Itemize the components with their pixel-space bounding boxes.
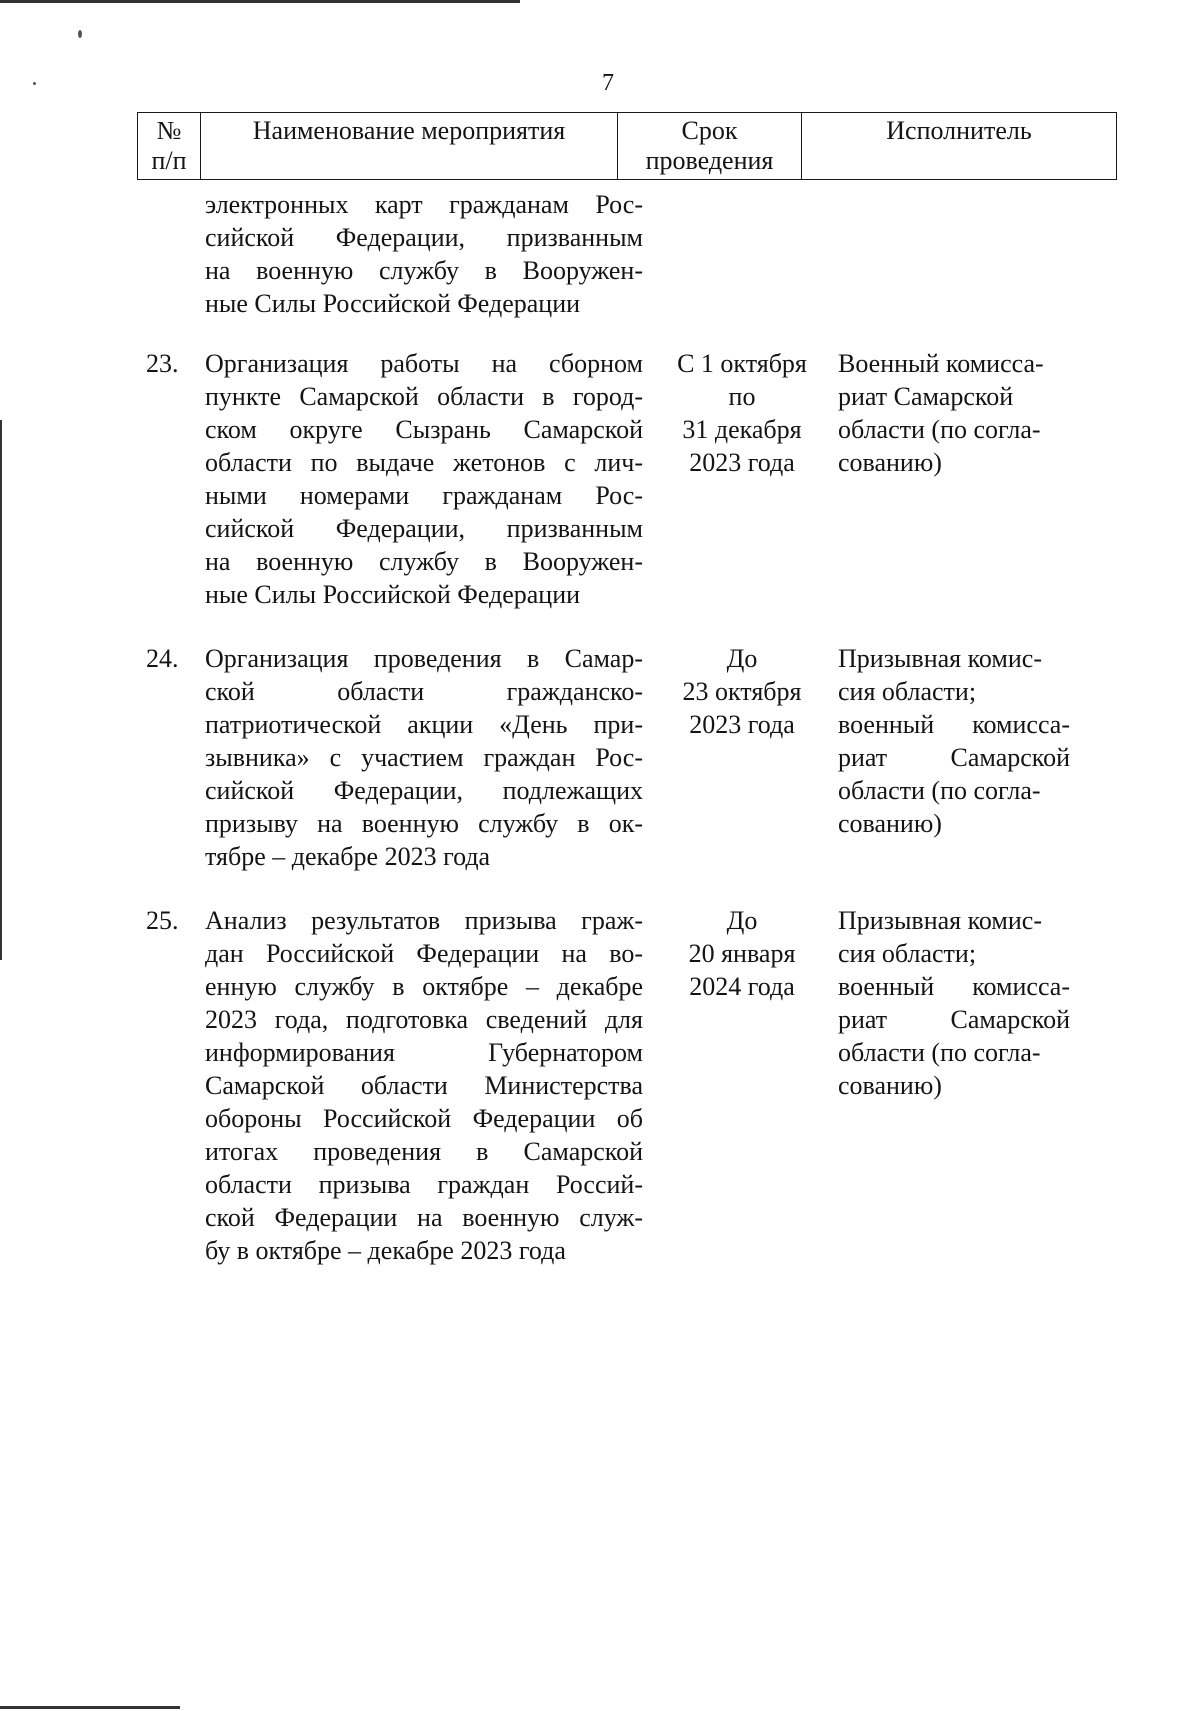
text-line: ными номерами гражданам Рос- [205, 481, 643, 510]
scan-speck [78, 30, 82, 38]
text-line: области по выдаче жетонов с лич- [205, 448, 643, 477]
text-line: сийской Федерации, призванным [205, 223, 643, 252]
row-number: 25. [146, 906, 179, 935]
date-line: по [728, 382, 756, 411]
executor-line: Призывная комис- [838, 906, 1043, 935]
text-line: енную службу в октябре – декабре [205, 972, 643, 1001]
executor-line: сованию) [838, 809, 942, 838]
text-line: Организация работы на сборном [205, 349, 643, 378]
scan-left-edge [0, 420, 2, 960]
executor-line: риат Самарской [838, 743, 1070, 772]
text-line: обороны Российской Федерации об [205, 1104, 643, 1133]
scan-top-edge [0, 0, 520, 3]
text-line: ском округе Сызрань Самарской [205, 415, 643, 444]
text-line: призыву на военную службу в ок- [205, 809, 643, 838]
date-line: До [726, 906, 758, 935]
header-date [618, 113, 802, 180]
row-event-name [205, 642, 643, 873]
date-line: До [726, 644, 758, 673]
text-line: на военную службу в Вооружен- [205, 547, 643, 576]
row-executor [838, 904, 1070, 1102]
executor-line: сованию) [838, 1071, 942, 1100]
row-event-name [205, 347, 643, 611]
date-line: 20 января [688, 939, 796, 968]
text-line: пункте Самарской области в город- [205, 382, 643, 411]
scan-bottom-edge [0, 1706, 180, 1709]
text-line: бу в октябре – декабре 2023 года [205, 1236, 566, 1265]
text-line: сийской Федерации, призванным [205, 514, 643, 543]
text-line: патриотической акции «День при- [205, 710, 643, 739]
text-line: ской области гражданско- [205, 677, 643, 706]
text-line: Самарской области Министерства [205, 1071, 643, 1100]
header-executor: Исполнитель [802, 113, 1117, 180]
date-line: С 1 октября [677, 349, 807, 378]
executor-line: Призывная комис- [838, 644, 1043, 673]
executor-line: области (по согла- [838, 1038, 1041, 1067]
row-date [657, 347, 827, 479]
executor-line: сованию) [838, 448, 942, 477]
continuation-text [205, 188, 643, 320]
row-executor [838, 642, 1070, 840]
executor-line: военный комисса- [838, 972, 1070, 1001]
text-line: ные Силы Российской Федерации [205, 289, 581, 318]
date-line: 2023 года [689, 448, 795, 477]
header-num-line2: п/п [151, 146, 187, 175]
header-num-line1: № [156, 116, 182, 145]
text-line: Анализ результатов призыва граж- [205, 906, 643, 935]
row-date [657, 904, 827, 1003]
executor-line: области (по согла- [838, 776, 1041, 805]
text-line: области призыва граждан Россий- [205, 1170, 643, 1199]
header-num [138, 113, 201, 180]
date-line: 2023 года [689, 710, 795, 739]
text-line: зывника» с участием граждан Рос- [205, 743, 643, 772]
row-number: 23. [146, 349, 179, 378]
text-line: Организация проведения в Самар- [205, 644, 643, 673]
executor-line: военный комисса- [838, 710, 1070, 739]
date-line: 2024 года [689, 972, 795, 1001]
text-line: ской Федерации на военную служ- [205, 1203, 643, 1232]
executor-line: сия области; [838, 677, 977, 706]
executor-line: Военный комисса- [838, 349, 1044, 378]
text-line: ные Силы Российской Федерации [205, 580, 581, 609]
header-name: Наименование мероприятия [201, 113, 618, 180]
row-executor [838, 347, 1070, 479]
text-line: электронных карт гражданам Рос- [205, 190, 643, 219]
text-line: тябре – декабре 2023 года [205, 842, 491, 871]
text-line: на военную службу в Вооружен- [205, 256, 643, 285]
page-number: 7 [602, 70, 614, 96]
text-line: дан Российской Федерации на во- [205, 939, 643, 968]
text-line: сийской Федерации, подлежащих [205, 776, 643, 805]
header-date-line2: проведения [645, 146, 774, 175]
executor-line: риат Самарской [838, 382, 1014, 411]
header-date-line1: Срок [681, 116, 738, 145]
executor-line: сия области; [838, 939, 977, 968]
text-line: информирования Губернатором [205, 1038, 643, 1067]
executor-line: риат Самарской [838, 1005, 1070, 1034]
row-date [657, 642, 827, 741]
executor-line: области (по согла- [838, 415, 1041, 444]
table-header [137, 112, 1117, 180]
text-line: 2023 года, подготовка сведений для [205, 1005, 643, 1034]
date-line: 23 октября [682, 677, 802, 706]
text-line: итогах проведения в Самарской [205, 1137, 643, 1166]
row-event-name [205, 904, 643, 1267]
date-line: 31 декабря [682, 415, 802, 444]
row-number: 24. [146, 644, 179, 673]
